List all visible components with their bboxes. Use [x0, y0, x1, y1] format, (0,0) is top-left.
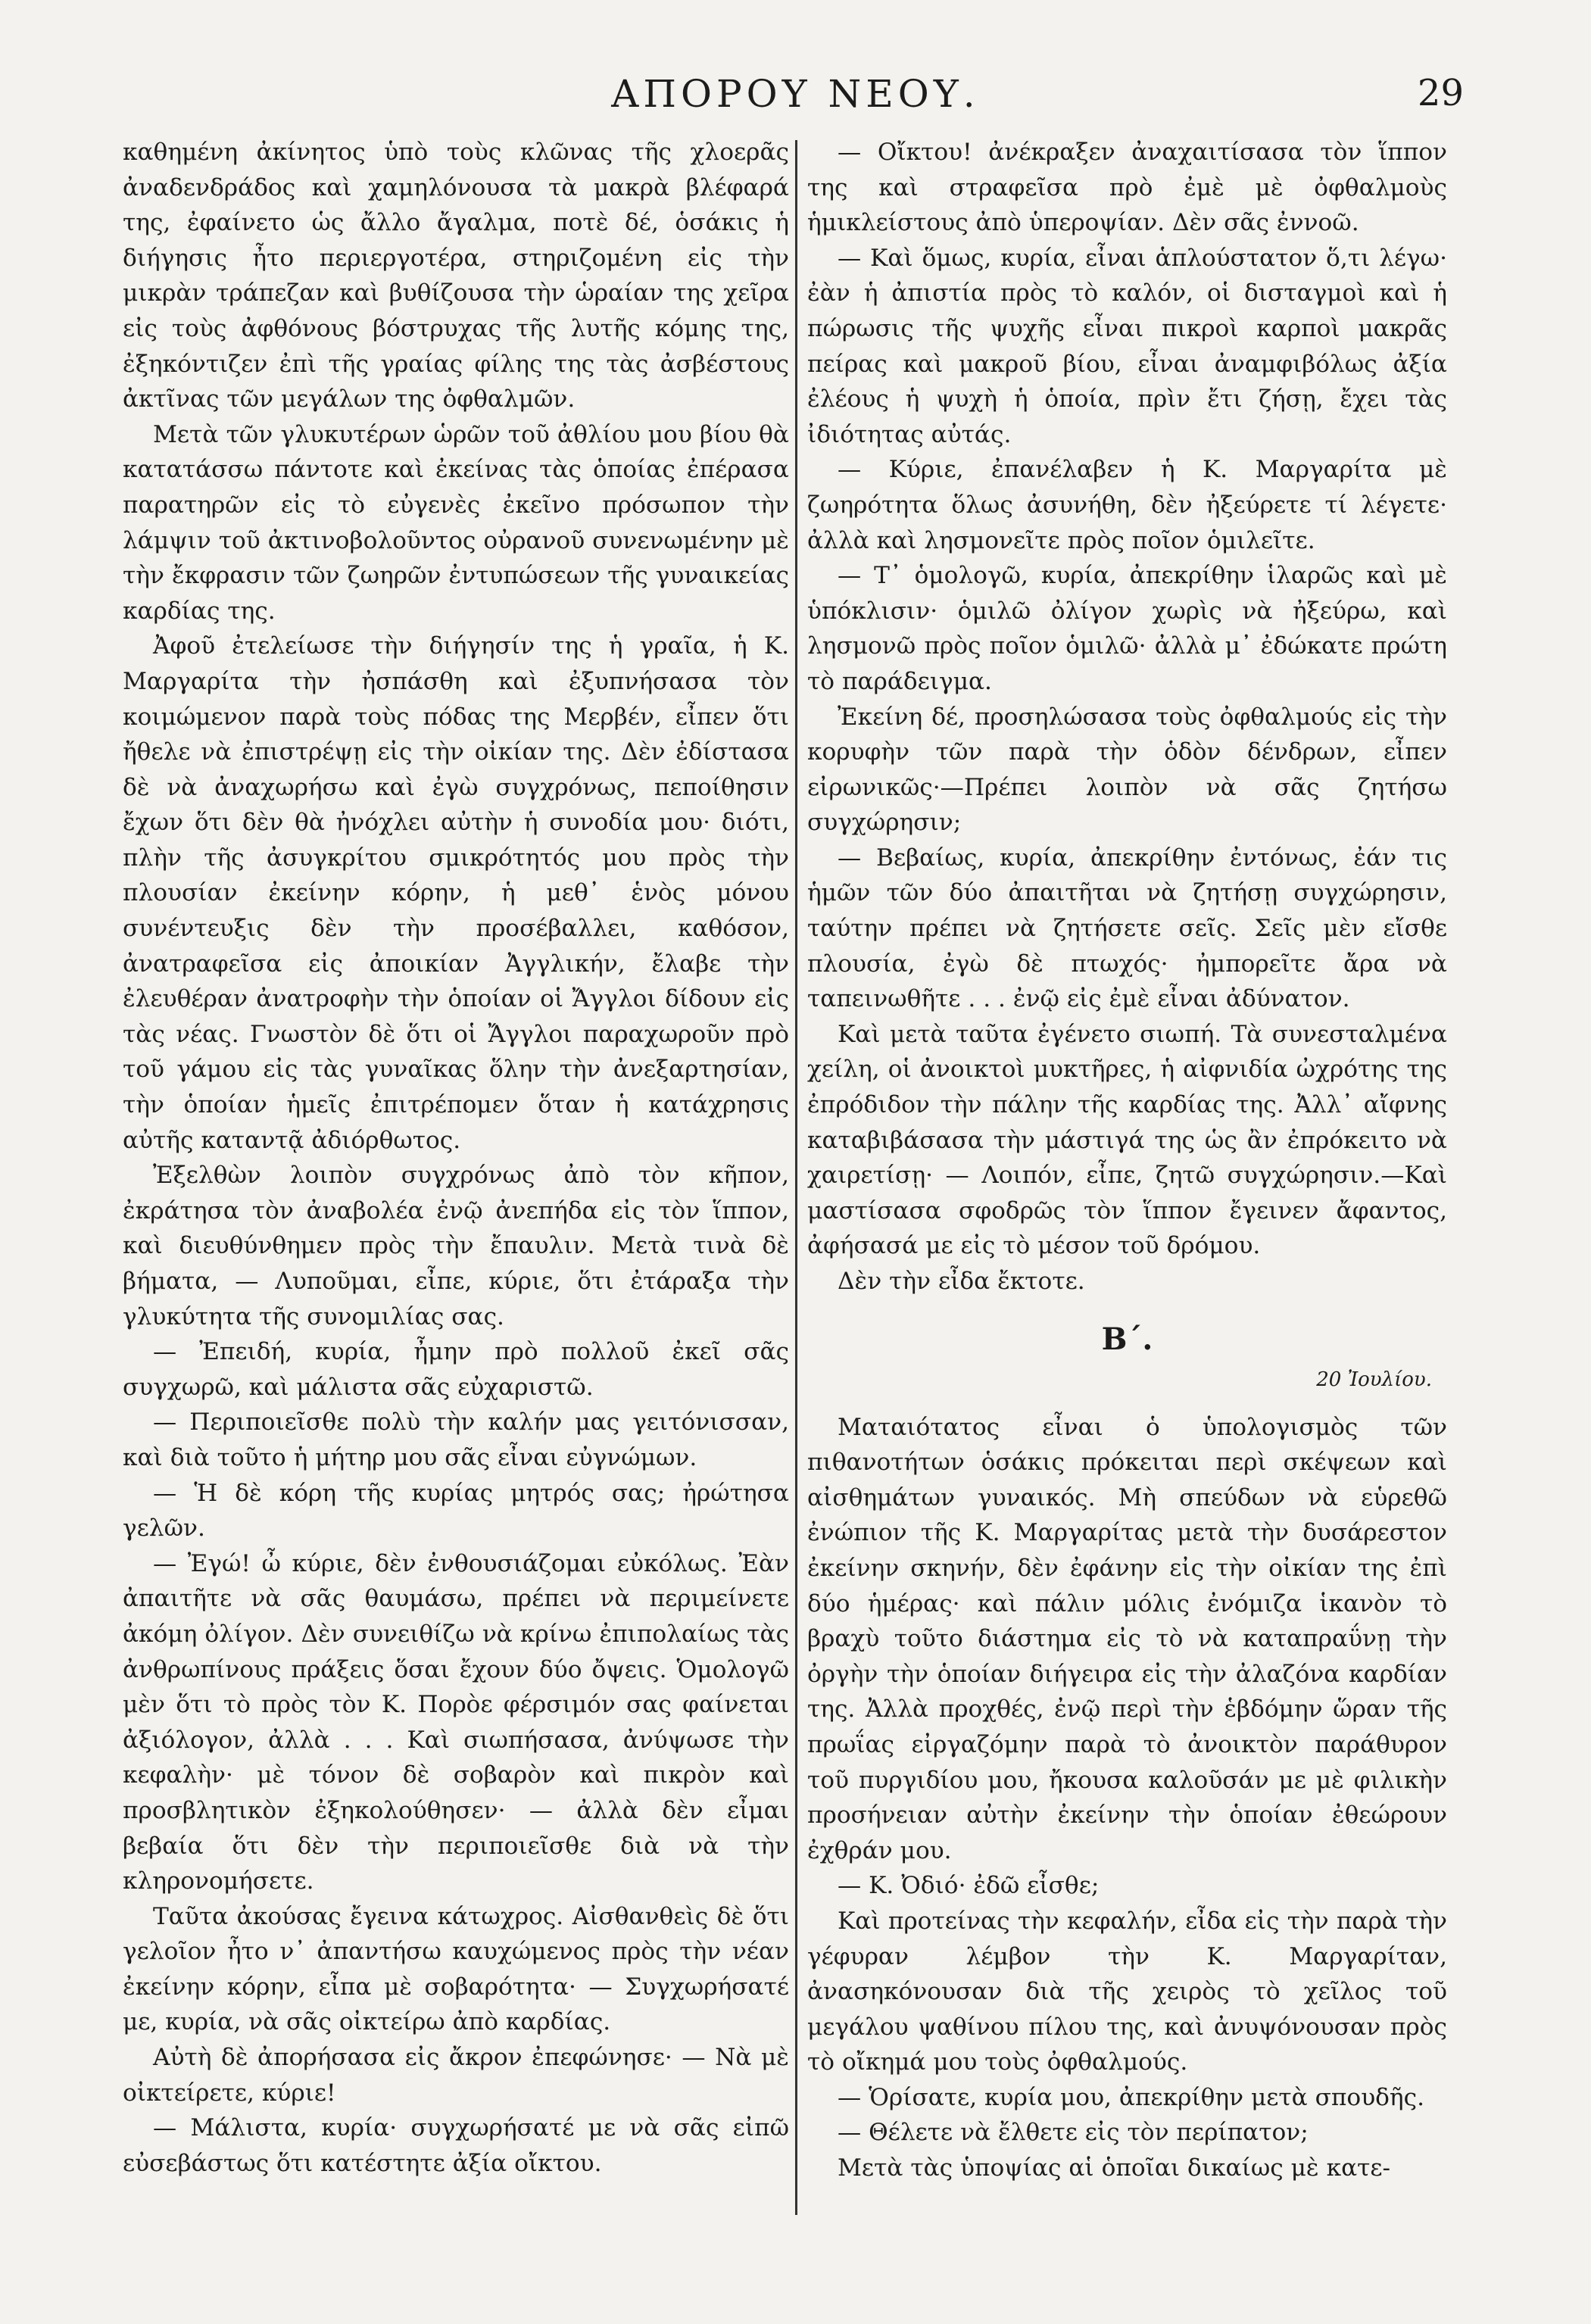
paragraph: — Ἐγώ! ὦ κύριε, δὲν ἐνθουσιάζομαι εὐκόλως. Ἐὰν ἀπαιτῆτε νὰ σᾶς θαυμάσω, πρέπει νὰ περιμείνετε ἀκόμη ὀλίγον. Δὲν συνειθίζω νὰ κρίνω ἐπιπολαίως τὰς ἀνθρωπίνους πράξεις ὅσαι ἔχουν δύο ὄψεις. Ὁμολογῶ μὲν ὅτι τὸ πρὸς τὸν Κ. Πορὸε φέρσιμόν σας φαίνεται ἀξιόλογον, ἀλλὰ . . . Καὶ σιωπήσασα, ἀνύψωσε τὴν κεφαλὴν· μὲ τόνον δὲ σοβαρὸν καὶ πικρὸν καὶ προσβλητικὸν ἐξηκολούθησεν· — ἀλλὰ δὲν εἶμαι βεβαία ὅτι δὲν τὴν περιποιεῖσθε διὰ νὰ τὴν κληρονομήσετε. [123, 1549, 789, 1895]
paragraph: — Κύριε, ἐπανέλαβεν ἡ Κ. Μαργαρίτα μὲ ζωηρότητα ὅλως ἀσυνήθη, δὲν ἠξεύρετε τί λέγετε· ἀλλὰ καὶ λησμονεῖτε πρὸς ποῖον ὁμιλεῖτε. [807, 456, 1447, 554]
paragraph: Ἐκείνη δέ, προσηλώσασα τοὺς ὀφθαλμούς εἰς τὴν κορυφὴν τῶν παρὰ τὴν ὁδὸν δένδρων, εἶπεν εἰρωνικῶς·—Πρέπει λοιπὸν νὰ σᾶς ζητήσω συγχώρησιν; [807, 703, 1447, 837]
paragraph: — Βεβαίως, κυρία, ἀπεκρίθην ἐντόνως, ἐάν τις ἡμῶν τῶν δύο ἀπαιτῆται νὰ ζητήσῃ συγχώρησιν, ταύτην πρέπει νὰ ζητήσετε σεῖς. Σεῖς μὲν εἴσθε πλουσία, ἐγὼ δὲ πτωχός· ἠμπορεῖτε ἄρα νὰ ταπεινωθῆτε . . . ἐνῷ εἰς ἐμὲ εἶναι ἀδύνατον. [807, 844, 1447, 1013]
paragraph: — Καὶ ὅμως, κυρία, εἶναι ἁπλούστατον ὅ,τι λέγω· ἐὰν ἡ ἀπιστία πρὸς τὸ καλόν, οἱ δισταγμοὶ καὶ ἡ πώρωσις τῆς ψυχῆς εἶναι πικροὶ καρποὶ μακρᾶς πείρας καὶ μακροῦ βίου, εἶναι ἀναμφιβόλως ἀξία ἐλέους ἡ ψυχὴ ἡ ὁποία, πρὶν ἔτι ζήσῃ, ἔχει τὰς ἰδιότητας αὐτάς. [807, 244, 1447, 448]
column-rule [795, 140, 797, 2215]
running-title: ΑΠΟΡΟΥ ΝΕΟΥ. [611, 72, 980, 116]
paragraph: — Περιποιεῖσθε πολὺ τὴν καλήν μας γειτόνισσαν, καὶ διὰ τοῦτο ἡ μήτηρ μου σᾶς εἶναι εὐγνώμων. [123, 1408, 789, 1471]
paragraph: — Τ᾽ ὁμολογῶ, κυρία, ἀπεκρίθην ἱλαρῶς καὶ μὲ ὑπόκλισιν· ὁμιλῶ ὀλίγον χωρὶς νὰ ἠξεύρω, καὶ λησμονῶ πρὸς ποῖον ὁμιλῶ· ἀλλὰ μ᾽ ἐδώκατε πρώτη τὸ παράδειγμα. [807, 562, 1447, 695]
paragraph: Μετὰ τῶν γλυκυτέρων ὡρῶν τοῦ ἀθλίου μου βίου θὰ κατατάσσω πάντοτε καὶ ἐκείνας τὰς ὁποίας ἐπέρασα παρατηρῶν εἰς τὸ εὐγενὲς ἐκεῖνο πρόσωπον τὴν λάμψιν τοῦ ἀκτινοβολοῦντος οὐρανοῦ συνενωμένην μὲ τὴν ἔκφρασιν τῶν ζωηρῶν ἐντυπώσεων τῆς γυναικείας καρδίας της. [123, 420, 789, 625]
paragraph: καθημένη ἀκίνητος ὑπὸ τοὺς κλῶνας τῆς χλοερᾶς ἀναδενδράδος καὶ χαμηλόνουσα τὰ μακρὰ βλέφαρά της, ἐφαίνετο ὡς ἄλλο ἄγαλμα, ποτὲ δέ, ὁσάκις ἡ διήγησις ἦτο περιεργοτέρα, στηριζομένη εἰς τὴν μικρὰν τράπεζαν καὶ βυθίζουσα τὴν ὡραίαν της χεῖρα εἰς τοὺς ἀφθόνους βόστρυχας τῆς λυτῆς κόμης της, ἐξηκόντιζεν ἐπὶ τῆς γραίας φίλης της τὰς ἀσβέστους ἀκτῖνας τῶν μεγάλων της ὀφθαλμῶν. [123, 139, 789, 413]
section-marker: Β΄. [1101, 1321, 1153, 1357]
paragraph: Καὶ μετὰ ταῦτα ἐγένετο σιωπή. Τὰ συνεσταλμένα χείλη, οἱ ἀνοικτοὶ μυκτῆρες, ἡ αἰφνιδία ὠχρότης της ἐπρόδιδον τὴν πάλην τῆς καρδίας της. Ἀλλ᾽ αἴφνης καταβιβάσασα τὴν μάστιγά της ὡς ἂν ἐπρόκειτο νὰ χαιρετίσῃ· — Λοιπόν, εἶπε, ζητῶ συγχώρησιν.—Καὶ μαστίσασα σφοδρῶς τὸν ἵππον ἔγεινεν ἄφαντος, ἀφήσασά με εἰς τὸ μέσον τοῦ δρόμου. [807, 1020, 1447, 1260]
left-column [123, 135, 789, 2181]
paragraph: — Ὁρίσατε, κυρία μου, ἀπεκρίθην μετὰ σπουδῆς. [838, 2083, 1424, 2111]
paragraph: Δὲν τὴν εἶδα ἔκτοτε. [838, 1268, 1085, 1295]
paragraph: Ἐξελθὼν λοιπὸν συγχρόνως ἀπὸ τὸν κῆπον, ἐκράτησα τὸν ἀναβολέα ἐνῷ ἀνεπήδα εἰς τὸν ἵππον, καὶ διευθύνθημεν πρὸς τὴν ἔπαυλιν. Μετὰ τινὰ δὲ βήματα, — Λυποῦμαι, εἶπε, κύριε, ὅτι ἐτάραξα τὴν γλυκύτητα τῆς συνομιλίας σας. [123, 1162, 789, 1330]
section-date: 20 Ἰουλίου. [1316, 1368, 1432, 1391]
paragraph: — Θέλετε νὰ ἔλθετε εἰς τὸν περίπατον; [838, 2119, 1309, 2147]
paragraph: — Ἡ δὲ κόρη τῆς κυρίας μητρός σας; ἠρώτησα γελῶν. [123, 1479, 789, 1543]
paragraph: — Κ. Ὀδιό· ἐδῶ εἶσθε; [838, 1872, 1100, 1900]
paragraph: — Ἐπειδή, κυρία, ἦμην πρὸ πολλοῦ ἐκεῖ σᾶς συγχωρῶ, καὶ μάλιστα σᾶς εὐχαριστῶ. [123, 1338, 789, 1401]
paragraph: Ματαιότατος εἶναι ὁ ὑπολογισμὸς τῶν πιθανοτήτων ὁσάκις πρόκειται περὶ σκέψεων καὶ αἰσθημάτων γυναικός. Μὴ σπεύδων νὰ εὑρεθῶ ἐνώπιον τῆς Κ. Μαργαρίτας μετὰ τὴν δυσάρεστον ἐκείνην σκηνήν, δὲν ἐφάνην εἰς τὴν οἰκίαν της ἐπὶ δύο ἡμέρας· καὶ πάλιν μόλις ἐνόμιζα ἱκανὸν τὸ βραχὺ τοῦτο διάστημα εἰς τὸ νὰ καταπραΰνῃ τὴν ὀργὴν τὴν ὁποίαν διήγειρα εἰς τὴν ἀλαζόνα καρδίαν της. Ἀλλὰ προχθές, ἐνῷ περὶ τὴν ἑβδόμην ὥραν τῆς πρωΐας εἰργαζόμην παρὰ τὸ ἀνοικτὸν παράθυρον τοῦ πυργιδίου μου, ἤκουσα καλοῦσάν με μὲ φιλικὴν προσήνειαν αὐτὴν ἐκείνην τὴν ὁποίαν ἐθεώρουν ἐχθράν μου. [807, 1413, 1447, 1864]
paragraph: Καὶ προτείνας τὴν κεφαλήν, εἶδα εἰς τὴν παρὰ τὴν γέφυραν λέμβον τὴν Κ. Μαργαρίταν, ἀνασηκόνουσαν διὰ τῆς χειρὸς τὸ χεῖλος τοῦ μεγάλου ψαθίνου πίλου της, καὶ ἀνυψόνουσαν πρὸς τὸ οἴκημά μου τοὺς ὀφθαλμούς. [807, 1907, 1447, 2076]
paragraph: Μετὰ τὰς ὑποψίας αἱ ὁποῖαι δικαίως μὲ κατε- [838, 2154, 1391, 2182]
paragraph: — Οἴκτου! ἀνέκραξεν ἀναχαιτίσασα τὸν ἵππον της καὶ στραφεῖσα πρὸ ἐμὲ μὲ ὀφθαλμοὺς ἡμικλείστους ἀπὸ ὑπεροψίαν. Δὲν σᾶς ἐννοῶ. [807, 139, 1447, 237]
paragraph: Ταῦτα ἀκούσας ἔγεινα κάτωχρος. Αἰσθανθεὶς δὲ ὅτι γελοῖον ἦτο ν᾽ ἀπαντήσω καυχώμενος πρὸς τὴν νέαν ἐκείνην κόρην, εἶπα μὲ σοβαρότητα· — Συγχωρήσατέ με, κυρία, νὰ σᾶς οἰκτείρω ἀπὸ καρδίας. [123, 1902, 789, 2036]
paragraph: Αὐτὴ δὲ ἀπορήσασα εἰς ἄκρον ἐπεφώνησε· — Νὰ μὲ οἰκτείρετε, κύριε! [123, 2044, 789, 2107]
page-number: 29 [1417, 72, 1464, 114]
right-column [807, 135, 1447, 2186]
page-header [0, 72, 1591, 125]
paragraph: — Μάλιστα, κυρία· συγχωρήσατέ με νὰ σᾶς εἰπῶ εὐσεβάστως ὅτι κατέστητε ἀξία οἴκτου. [123, 2114, 789, 2177]
paragraph: Ἀφοῦ ἐτελείωσε τὴν διήγησίν της ἡ γραῖα, ἡ Κ. Μαργαρίτα τὴν ἠσπάσθη καὶ ἐξυπνήσασα τὸν κοιμώμενον παρὰ τοὺς πόδας της Μερβέν, εἶπεν ὅτι ἤθελε νὰ ἐπιστρέψῃ εἰς τὴν οἰκίαν της. Δὲν ἐδίστασα δὲ νὰ ἀναχωρήσω καὶ ἐγὼ συγχρόνως, πεποίθησιν ἔχων ὅτι δὲν θὰ ἠνόχλει αὐτὴν ἡ συνοδία μου· διότι, πλὴν τῆς ἀσυγκρίτου σμικρότητός μου πρὸς τὴν πλουσίαν ἐκείνην κόρην, ἡ μεθ᾽ ἑνὸς μόνου συνέντευξις δὲν τὴν προσέβαλλει, καθόσον, ἀνατραφεῖσα εἰς ἀποικίαν Ἀγγλικήν, ἔλαβε τὴν ἐλευθέραν ἀνατροφὴν τὴν ὁποίαν οἱ Ἄγγλοι δίδουν εἰς τὰς νέας. Γνωστὸν δὲ ὅτι οἱ Ἄγγλοι παραχωροῦν πρὸ τοῦ γάμου εἰς τὰς γυναῖκας ὅλην τὴν ἀνεξαρτησίαν, τὴν ὁποίαν ἡμεῖς ἐπιτρέπομεν ὅταν ἡ κατάχρησις αὐτῆς καταντᾷ ἀδιόρθωτος. [123, 632, 789, 1154]
